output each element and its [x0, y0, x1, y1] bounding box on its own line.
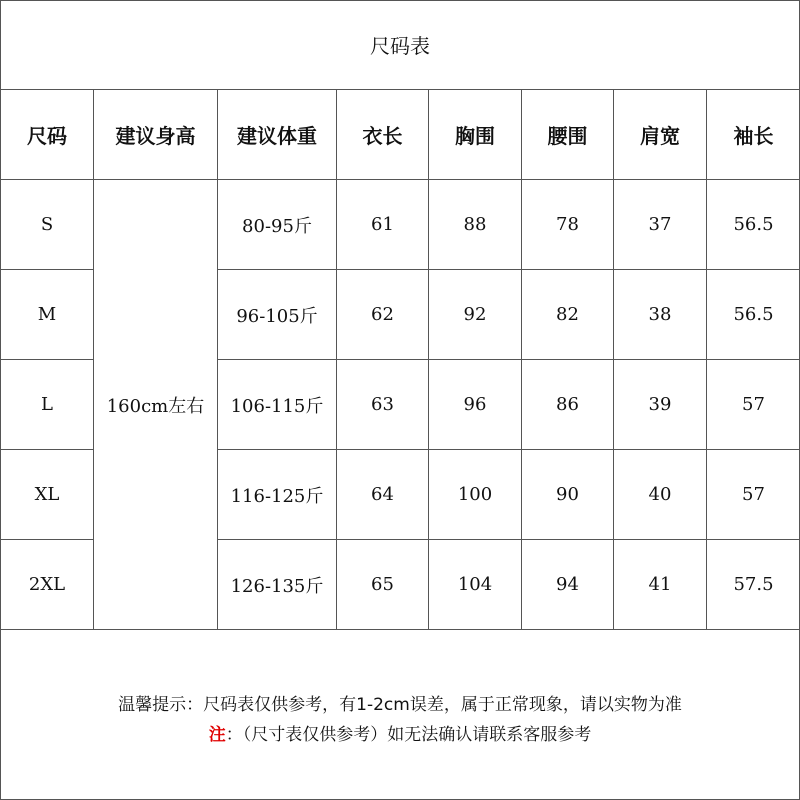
size-cell: L [1, 360, 94, 450]
chest-cell: 96 [429, 360, 522, 450]
sleeve-cell: 57.5 [707, 540, 800, 630]
header-chest: 胸围 [429, 90, 522, 180]
size-cell: XL [1, 450, 94, 540]
size-table [0, 89, 800, 630]
shoulder-cell: 37 [614, 180, 707, 270]
chest-cell: 88 [429, 180, 522, 270]
tip-text: 温馨提示：尺码表仅供参考，有1-2cm误差，属于正常现象，请以实物为准 [118, 695, 682, 715]
shoulder-cell: 40 [614, 450, 707, 540]
length-cell: 64 [337, 450, 429, 540]
waist-cell: 94 [522, 540, 614, 630]
waist-cell: 86 [522, 360, 614, 450]
shoulder-cell: 39 [614, 360, 707, 450]
note-line [0, 720, 800, 750]
chest-cell: 100 [429, 450, 522, 540]
sleeve-cell: 57 [707, 360, 800, 450]
weight-cell: 96-105斤 [218, 270, 337, 360]
chest-cell: 104 [429, 540, 522, 630]
note-text: ：（尺寸表仅供参考）如无法确认请联系客服参考 [225, 725, 592, 745]
chart-title: 尺码表 [0, 0, 800, 90]
note-mark: 注 [208, 725, 226, 745]
length-cell: 62 [337, 270, 429, 360]
header-waist: 腰围 [522, 90, 614, 180]
shoulder-cell: 41 [614, 540, 707, 630]
length-cell: 65 [337, 540, 429, 630]
size-cell: S [1, 180, 94, 270]
header-row [1, 90, 800, 180]
weight-cell: 106-115斤 [218, 360, 337, 450]
height-cell: 160cm左右 [94, 180, 218, 630]
waist-cell: 78 [522, 180, 614, 270]
chest-cell: 92 [429, 270, 522, 360]
sleeve-cell: 56.5 [707, 270, 800, 360]
weight-cell: 126-135斤 [218, 540, 337, 630]
header-height: 建议身高 [94, 90, 218, 180]
sleeve-cell: 57 [707, 450, 800, 540]
weight-cell: 80-95斤 [218, 180, 337, 270]
header-length: 衣长 [337, 90, 429, 180]
shoulder-cell: 38 [614, 270, 707, 360]
header-size: 尺码 [1, 90, 94, 180]
footer-notes [0, 690, 800, 750]
header-sleeve: 袖长 [707, 90, 800, 180]
table-row [1, 180, 800, 270]
header-weight: 建议体重 [218, 90, 337, 180]
sleeve-cell: 56.5 [707, 180, 800, 270]
waist-cell: 90 [522, 450, 614, 540]
waist-cell: 82 [522, 270, 614, 360]
size-cell: 2XL [1, 540, 94, 630]
header-shoulder: 肩宽 [614, 90, 707, 180]
size-cell: M [1, 270, 94, 360]
length-cell: 63 [337, 360, 429, 450]
length-cell: 61 [337, 180, 429, 270]
weight-cell: 116-125斤 [218, 450, 337, 540]
